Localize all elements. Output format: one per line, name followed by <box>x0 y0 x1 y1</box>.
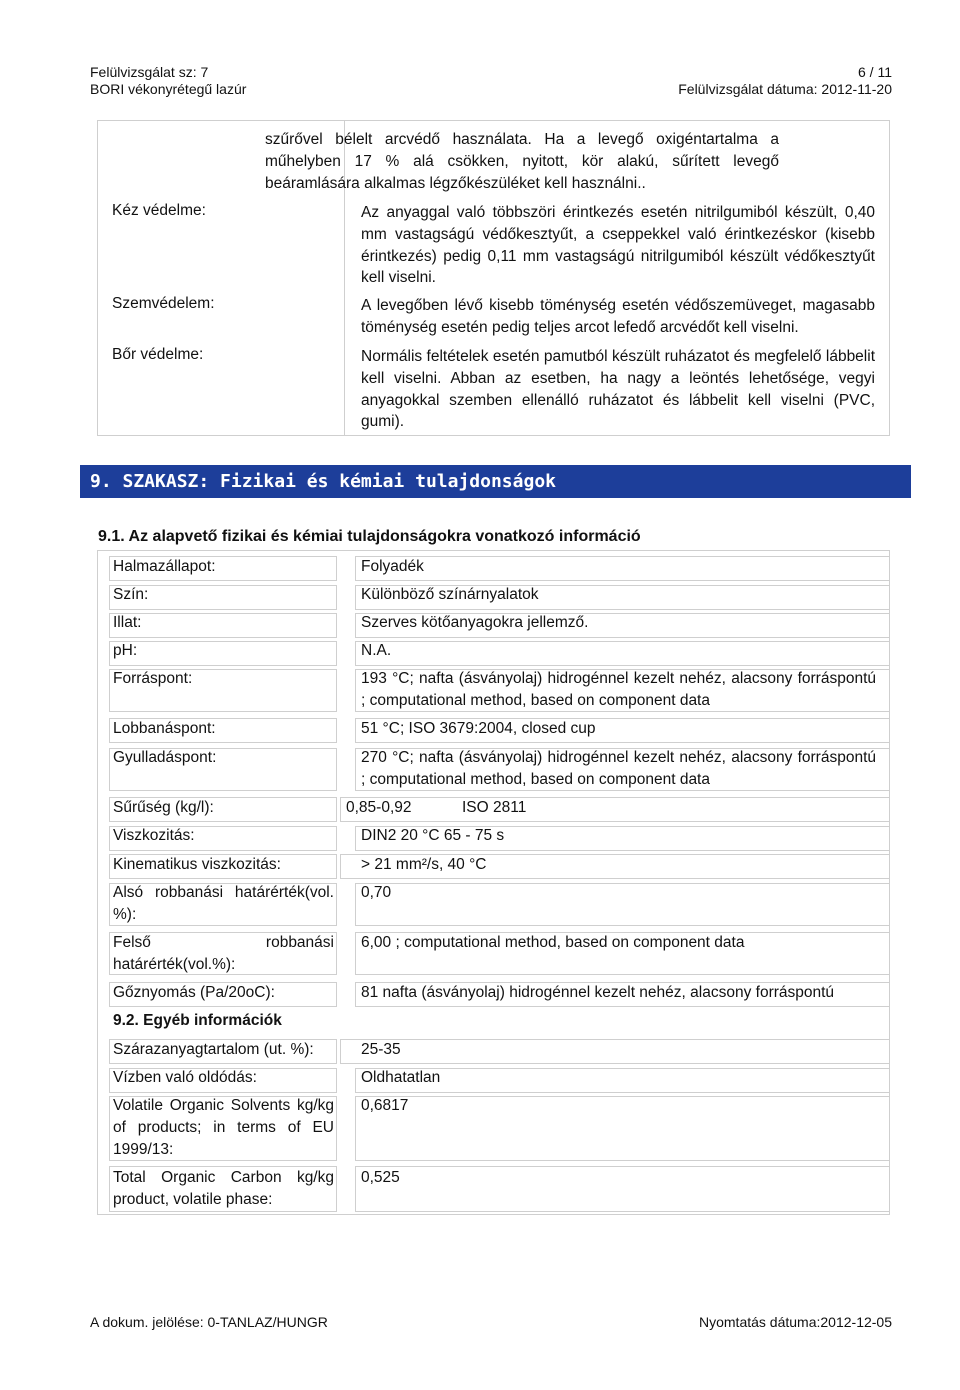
value-cell <box>355 1096 890 1161</box>
label-cell <box>109 613 337 638</box>
toc-value: 0,525 <box>361 1169 400 1186</box>
viscosity-value: DIN2 20 °C 65 - 75 s <box>361 827 505 844</box>
skin-protection-label: Bőr védelme: <box>112 346 204 363</box>
skin-protection-text: Normális feltételek esetén pamutból készült ruházatot és megfelelő lábbelit kell viselni. Abban az esetben, ha nagy a leöntés lehetősége, vegyi anyagokkal szemben ellenálló ruházatot és lábbelit kell viselni (PVC, gumi). <box>361 348 875 431</box>
kinematic-viscosity-label: Kinematikus viszkozitás: <box>113 856 281 873</box>
ph-label: pH: <box>113 642 138 659</box>
voc-label: Volatile Organic Solvents kg/kg of products; in terms of EU 1999/13: <box>113 1097 334 1158</box>
upper-explosion-limit-label: Felső robbanási határérték(vol.%): <box>113 934 334 973</box>
flash-point-label: Lobbanáspont: <box>113 720 216 737</box>
color-value: Különböző színárnyalatok <box>361 586 539 603</box>
value-cell <box>355 1166 890 1212</box>
density-value: 0,85-0,92 <box>346 799 412 816</box>
subsection-9-1-title: 9.1. Az alapvető fizikai és kémiai tulajdonságokra vonatkozó információ <box>98 528 641 545</box>
density-label: Sűrűség (kg/l): <box>113 799 214 816</box>
voc-value: 0,6817 <box>361 1097 409 1114</box>
hand-protection-label: Kéz védelme: <box>112 202 206 219</box>
revision-date: Felülvizsgálat dátuma: 2012-11-20 <box>678 81 892 97</box>
lower-explosion-limit-label: Alsó robbanási határérték(vol. %): <box>113 884 334 923</box>
value-cell <box>340 1039 890 1064</box>
respiratory-protection-text: szűrővel bélelt arcvédő használata. Ha a levegő oxigéntartalma a műhelyben 17 % alá csökken, nyitott, kör alakú, sűrített levegő beáramlására alkalmas légzőkészüléket kell használni.. <box>265 131 779 192</box>
value-cell <box>355 556 890 581</box>
state-value: Folyadék <box>361 558 424 575</box>
eye-protection-text: A levegőben lévő kisebb töménység esetén védőszemüveget, magasabb töménység esetén pedig teljes arcot lefedő arcvédőt kell viselni. <box>361 297 875 336</box>
value-cell <box>355 883 890 926</box>
kinematic-viscosity-value: > 21 mm²/s, 40 °C <box>361 856 487 873</box>
vapor-pressure-label: Gőznyomás (Pa/20oC): <box>113 984 275 1001</box>
toc-label: Total Organic Carbon kg/kg product, volatile phase: <box>113 1169 334 1208</box>
ignition-point-label: Gyulladáspont: <box>113 749 217 766</box>
revision-number: Felülvizsgálat sz: 7 <box>90 64 209 80</box>
other-information-title: 9.2. Egyéb információk <box>113 1012 282 1029</box>
odor-value: Szerves kötőanyagokra jellemző. <box>361 614 589 631</box>
product-name: BORI vékonyrétegű lazúr <box>90 81 247 97</box>
boiling-point-label: Forráspont: <box>113 670 193 687</box>
value-cell <box>340 797 890 822</box>
ignition-point-value: 270 °C; nafta (ásványolaj) hidrogénnel kezelt nehéz, alacsony forráspontú ; computational method, based on component data <box>361 749 876 788</box>
document-id: A dokum. jelölése: 0-TANLAZ/HUNGR <box>90 1314 328 1330</box>
density-standard: ISO 2811 <box>462 799 527 816</box>
upper-explosion-limit-value: 6,00 ; computational method, based on component data <box>361 934 745 951</box>
color-label: Szín: <box>113 586 149 603</box>
solids-content-value: 25-35 <box>361 1041 401 1058</box>
print-date: Nyomtatás dátuma:2012-12-05 <box>699 1314 892 1330</box>
ph-value: N.A. <box>361 642 392 659</box>
section-9-heading: 9. SZAKASZ: Fizikai és kémiai tulajdonságok <box>80 465 911 498</box>
hand-protection-text: Az anyaggal való többszöri érintkezés esetén nitrilgumiból készült, 0,40 mm vastagságú védőkesztyűt, a cseppekkel való érintkezéskor (kisebb érintkezés) pedig 0,11 mm vastagságú nitrilgumiból készült védőkesztyűt kell viselni. <box>361 204 875 287</box>
label-cell <box>109 641 337 666</box>
viscosity-label: Viszkozitás: <box>113 827 195 844</box>
boiling-point-value: 193 °C; nafta (ásványolaj) hidrogénnel kezelt nehéz, alacsony forráspontú ; computational method, based on component data <box>361 670 876 709</box>
value-cell <box>355 641 890 666</box>
water-solubility-value: Oldhatatlan <box>361 1069 441 1086</box>
flash-point-value: 51 °C; ISO 3679:2004, closed cup <box>361 720 596 737</box>
odor-label: Illat: <box>113 614 142 631</box>
vapor-pressure-value: 81 nafta (ásványolaj) hidrogénnel kezelt nehéz, alacsony forráspontú <box>361 984 835 1001</box>
water-solubility-label: Vízben való oldódás: <box>113 1069 257 1086</box>
lower-explosion-limit-value: 0,70 <box>361 884 392 901</box>
solids-content-label: Szárazanyagtartalom (ut. %): <box>113 1041 314 1058</box>
page-number: 6 / 11 <box>858 64 892 80</box>
state-label: Halmazállapot: <box>113 558 216 575</box>
eye-protection-label: Szemvédelem: <box>112 295 215 312</box>
